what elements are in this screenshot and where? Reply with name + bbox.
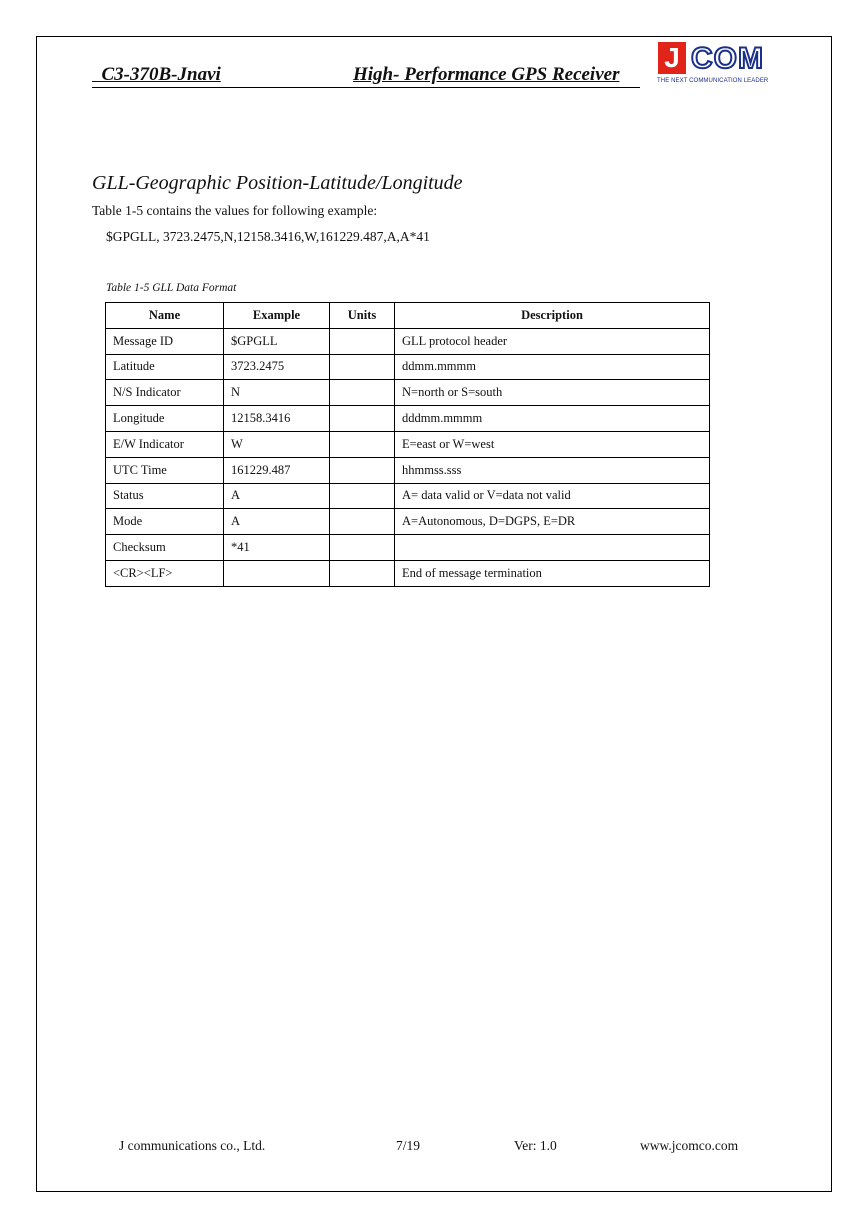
section-intro: Table 1-5 contains the values for following example: — [92, 203, 378, 218]
cell-name: E/W Indicator — [106, 431, 224, 457]
footer-company: J communications co., Ltd. — [119, 1138, 266, 1153]
header-product: High- Performance GPS Receiver — [353, 64, 620, 85]
cell-units — [330, 406, 395, 432]
table-body — [106, 328, 710, 586]
column-header-example: Example — [224, 303, 330, 329]
cell-units — [330, 457, 395, 483]
table-row — [106, 380, 710, 406]
cell-units — [330, 380, 395, 406]
cell-name: N/S Indicator — [106, 380, 224, 406]
header-underline — [92, 87, 640, 88]
cell-name: Latitude — [106, 354, 224, 380]
table-row — [106, 354, 710, 380]
cell-description — [395, 535, 710, 561]
table-caption: Table 1-5 GLL Data Format — [106, 282, 237, 294]
cell-name: Mode — [106, 509, 224, 535]
section-title: GLL-Geographic Position-Latitude/Longitude — [92, 172, 463, 194]
cell-example: W — [224, 431, 330, 457]
column-header-name: Name — [106, 303, 224, 329]
table-header-row — [106, 303, 710, 329]
cell-example — [224, 560, 330, 586]
table-row — [106, 457, 710, 483]
cell-units — [330, 354, 395, 380]
cell-example: 161229.487 — [224, 457, 330, 483]
cell-example: *41 — [224, 535, 330, 561]
cell-name: Message ID — [106, 328, 224, 354]
jcom-logo — [657, 42, 781, 86]
cell-units — [330, 328, 395, 354]
cell-example: 12158.3416 — [224, 406, 330, 432]
cell-units — [330, 535, 395, 561]
table-row — [106, 535, 710, 561]
footer-page-number: 7/19 — [396, 1138, 421, 1153]
header-model: C3-370B-Jnavi — [92, 64, 221, 85]
logo-j-mark: J — [658, 42, 686, 74]
cell-name: Status — [106, 483, 224, 509]
column-header-units: Units — [330, 303, 395, 329]
cell-example: A — [224, 509, 330, 535]
cell-description: hhmmss.sss — [395, 457, 710, 483]
table-row — [106, 328, 710, 354]
cell-name: Checksum — [106, 535, 224, 561]
cell-units — [330, 560, 395, 586]
table-row — [106, 560, 710, 586]
cell-description: A= data valid or V=data not valid — [395, 483, 710, 509]
table-row — [106, 483, 710, 509]
cell-example: $GPGLL — [224, 328, 330, 354]
cell-example: A — [224, 483, 330, 509]
cell-description: dddmm.mmmm — [395, 406, 710, 432]
cell-units — [330, 509, 395, 535]
column-header-description: Description — [395, 303, 710, 329]
table-row — [106, 509, 710, 535]
cell-description: A=Autonomous, D=DGPS, E=DR — [395, 509, 710, 535]
cell-description: N=north or S=south — [395, 380, 710, 406]
cell-example: 3723.2475 — [224, 354, 330, 380]
cell-description: End of message termination — [395, 560, 710, 586]
cell-name: Longitude — [106, 406, 224, 432]
cell-description: E=east or W=west — [395, 431, 710, 457]
cell-units — [330, 483, 395, 509]
cell-name: <CR><LF> — [106, 560, 224, 586]
nmea-example-sentence: $GPGLL, 3723.2475,N,12158.3416,W,161229.487,A,A*41 — [106, 229, 430, 244]
cell-name: UTC Time — [106, 457, 224, 483]
table-row — [106, 431, 710, 457]
footer-website: www.jcomco.com — [640, 1138, 739, 1153]
cell-units — [330, 431, 395, 457]
cell-example: N — [224, 380, 330, 406]
table-row — [106, 406, 710, 432]
logo-tagline: THE NEXT COMMUNICATION LEADER — [657, 78, 769, 84]
cell-description: ddmm.mmmm — [395, 354, 710, 380]
cell-description: GLL protocol header — [395, 328, 710, 354]
gll-data-table — [105, 302, 710, 587]
logo-com-text: COM — [691, 42, 764, 75]
footer-version: Ver: 1.0 — [514, 1138, 557, 1153]
